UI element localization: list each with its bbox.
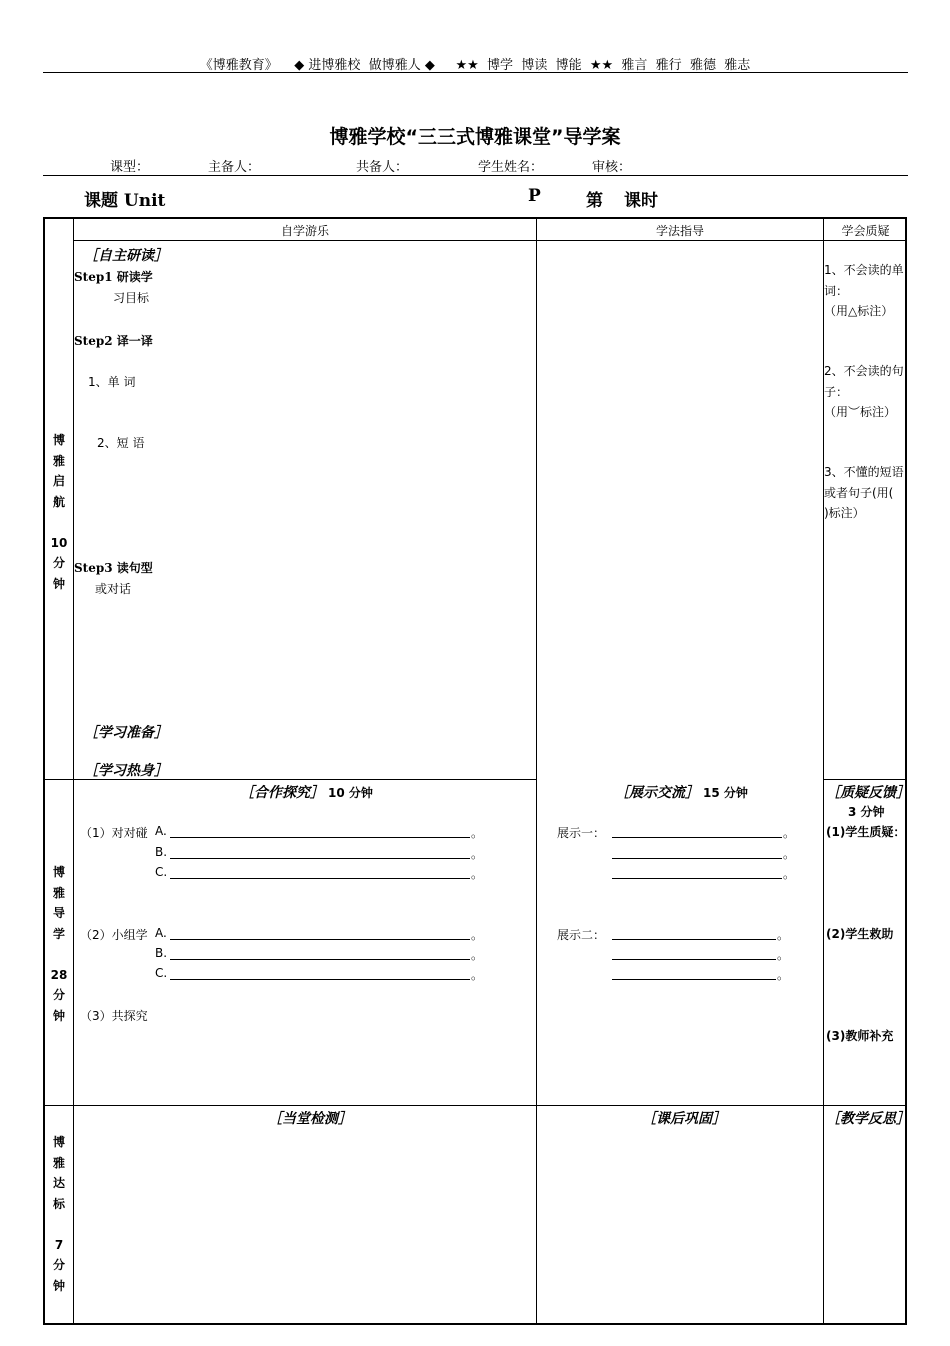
group-a-label: A. <box>155 926 167 940</box>
row-divider-1-right <box>823 779 907 780</box>
feedback-time: 3 分钟 <box>848 805 885 819</box>
lesson-topic: 课题 Unit <box>84 191 166 211</box>
meta-copreparer: 共备人： <box>356 160 409 175</box>
self-study-heading: ［自主研读］ <box>84 248 168 264</box>
meta-divider <box>43 175 908 176</box>
group-b-end: 。 <box>471 948 484 962</box>
question-words: 1、不会读的单 词： （用△标注） <box>824 263 904 318</box>
words-item: 1、单 词 <box>88 375 136 389</box>
show-two-end-1: 。 <box>777 928 790 942</box>
page-banner: 《博雅教育》 ◆ 进博雅校 做博雅人 ◆ ★★ 博学 博读 博能 ★★ 雅言 雅行 雅德 雅志 <box>199 58 751 73</box>
question-phrases: 3、不懂的短语 或者句子(用( )标注） <box>824 465 904 520</box>
feedback-student-question: (1)学生质疑： <box>826 825 906 839</box>
col-header-guidance: 学法指导 <box>655 224 704 238</box>
section-label-target: 博 雅 达 标 7 分 钟 <box>52 1135 65 1293</box>
page-title: 博雅学校“三三式博雅课堂”导学案 <box>329 126 621 148</box>
show-two-label: 展示二： <box>557 928 606 942</box>
show-two-end-3: 。 <box>777 968 790 982</box>
explore-heading: ［合作探究］ 10 分钟 <box>240 785 373 801</box>
pair-b-end: 。 <box>471 847 484 861</box>
show-two-line-3[interactable] <box>612 979 776 980</box>
show-one-end-1: 。 <box>783 826 796 840</box>
section-label-navigation: 博 雅 启 航 10 分 钟 <box>50 433 68 591</box>
row-divider-2 <box>44 1105 907 1106</box>
col-divider-2 <box>536 218 537 1324</box>
feedback-heading: ［质疑反馈］ <box>826 785 910 801</box>
check-heading: ［当堂检测］ <box>268 1111 352 1127</box>
group-c-end: 。 <box>471 968 484 982</box>
col-header-self-study: 自学游乐 <box>280 224 329 238</box>
pair-c-label: C. <box>155 865 168 879</box>
explore-together-label: （3）共探究 <box>80 1009 148 1023</box>
col-divider-1 <box>73 218 74 1324</box>
show-heading: ［展示交流］ 15 分钟 <box>615 785 748 801</box>
show-one-line-1[interactable] <box>612 837 782 838</box>
consolidate-heading: ［课后巩固］ <box>642 1111 726 1127</box>
phrases-item: 2、短 语 <box>97 436 145 450</box>
pair-a-line[interactable] <box>170 837 470 838</box>
header-divider <box>43 72 908 73</box>
lesson-di: 第 <box>586 191 603 211</box>
question-sentences: 2、不会读的句 子： （用︶标注） <box>824 364 904 419</box>
show-one-line-2[interactable] <box>612 858 782 859</box>
show-two-end-2: 。 <box>777 948 790 962</box>
reflect-heading: ［教学反思］ <box>826 1111 910 1127</box>
group-b-line[interactable] <box>170 959 470 960</box>
section-label-guided: 博 雅 导 学 28 分 钟 <box>50 865 68 1023</box>
show-one-label: 展示一： <box>557 826 606 840</box>
feedback-student-help: (2)学生救助 <box>826 927 894 941</box>
group-a-end: 。 <box>471 928 484 942</box>
lesson-period: 课时 <box>624 191 658 211</box>
step2: Step2 译一译 <box>74 334 153 348</box>
group-c-line[interactable] <box>170 979 470 980</box>
show-one-line-3[interactable] <box>612 878 782 879</box>
pair-b-line[interactable] <box>170 858 470 859</box>
explore-pair-label: （1）对对碰 <box>80 826 148 840</box>
col-header-questions: 学会质疑 <box>841 224 890 238</box>
group-a-line[interactable] <box>170 939 470 940</box>
step1-line1: Step1 研读学 <box>74 270 153 284</box>
warmup-heading: ［学习热身］ <box>84 763 168 779</box>
step1-line2: 习目标 <box>113 291 150 305</box>
meta-student: 学生姓名： <box>478 160 544 175</box>
step3-line2: 或对话 <box>95 582 132 596</box>
lesson-page: P <box>528 186 541 206</box>
show-two-line-2[interactable] <box>612 959 776 960</box>
step3-line1: Step3 读句型 <box>74 561 153 575</box>
meta-type: 课型： <box>110 160 150 175</box>
show-one-end-2: 。 <box>783 847 796 861</box>
show-one-end-3: 。 <box>783 867 796 881</box>
meta-preparer: 主备人： <box>208 160 261 175</box>
prep-heading: ［学习准备］ <box>84 725 168 741</box>
show-two-line-1[interactable] <box>612 939 776 940</box>
study-table <box>43 217 907 1325</box>
pair-b-label: B. <box>155 845 168 859</box>
group-b-label: B. <box>155 946 168 960</box>
explore-group-label: （2）小组学 <box>80 928 148 942</box>
header-row-divider <box>73 240 907 241</box>
pair-c-end: 。 <box>471 867 484 881</box>
pair-c-line[interactable] <box>170 878 470 879</box>
meta-review: 审核： <box>592 160 632 175</box>
pair-a-label: A. <box>155 824 167 838</box>
feedback-teacher-supplement: (3)教师补充 <box>826 1029 894 1043</box>
pair-a-end: 。 <box>471 826 484 840</box>
group-c-label: C. <box>155 966 168 980</box>
